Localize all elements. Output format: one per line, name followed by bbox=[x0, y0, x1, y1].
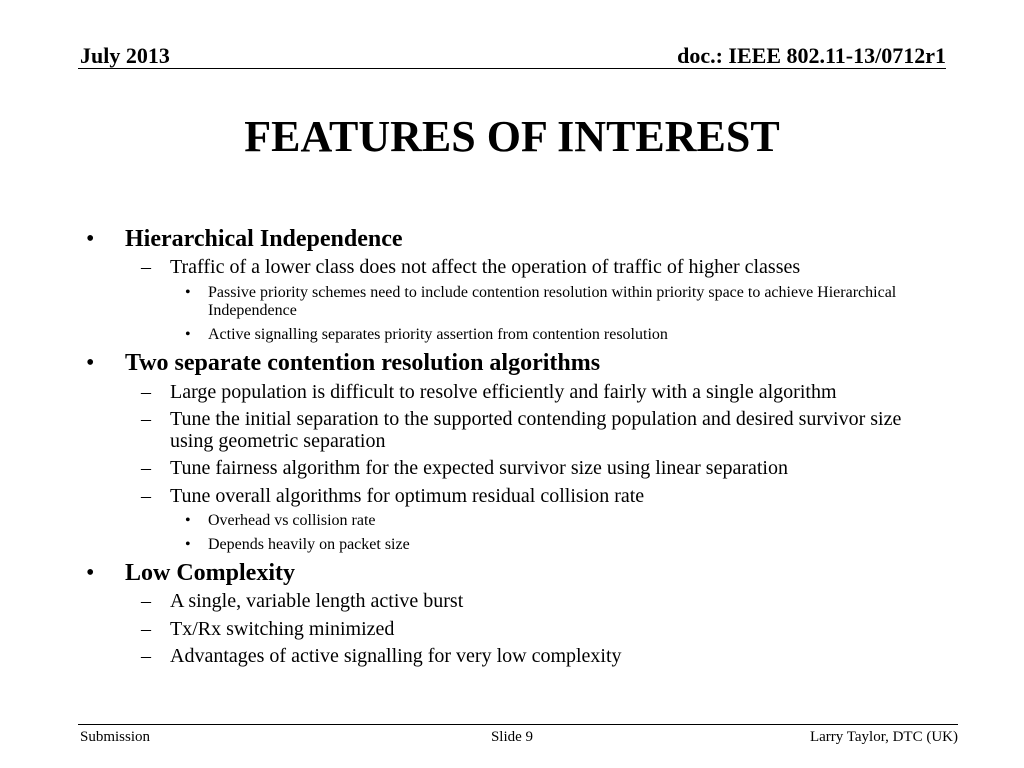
sub-bullet-text: Tune the initial separation to the supported contending population and desired survivor size using geometric separation bbox=[170, 408, 902, 452]
bullet-marker: • bbox=[185, 536, 191, 553]
header-doc-id: doc.: IEEE 802.11-13/0712r1 bbox=[677, 43, 946, 68]
sub-bullet-txrx-switching bbox=[141, 618, 940, 640]
bullet-marker: • bbox=[185, 326, 191, 343]
sub-bullet-lower-class-traffic bbox=[141, 256, 940, 278]
footer-divider bbox=[78, 724, 958, 725]
sub-bullet-text: Traffic of a lower class does not affect the operation of traffic of higher classes bbox=[170, 256, 801, 278]
bullet-marker: • bbox=[86, 560, 95, 586]
dash-marker: – bbox=[141, 256, 151, 278]
sub-bullet-fairness-algorithm bbox=[141, 457, 940, 479]
sub-bullet-text: Advantages of active signalling for very low complexity bbox=[170, 645, 622, 667]
sub-bullet-large-population bbox=[141, 381, 940, 403]
sub-bullet-text: Large population is difficult to resolve efficiently and fairly with a single algorithm bbox=[170, 381, 837, 403]
bullet-marker: • bbox=[185, 284, 191, 301]
sub-bullet-text: Tune fairness algorithm for the expected survivor size using linear separation bbox=[170, 457, 788, 479]
header-divider bbox=[78, 68, 946, 69]
footer-author: Larry Taylor, DTC (UK) bbox=[809, 729, 958, 745]
bullet-hierarchical-independence bbox=[86, 225, 945, 253]
footer-submission: Submission bbox=[80, 729, 151, 745]
bullet-low-complexity bbox=[86, 559, 945, 587]
bullet-marker: • bbox=[86, 350, 95, 376]
footer-slide-number: Slide 9 bbox=[490, 729, 534, 745]
sub-bullet-active-burst bbox=[141, 590, 940, 612]
sub-sub-bullet-text: Overhead vs collision rate bbox=[208, 512, 376, 529]
sub-sub-bullet-text: Active signalling separates priority assertion from contention resolution bbox=[208, 326, 668, 343]
sub-bullet-residual-collision bbox=[141, 485, 940, 507]
bullet-text: Two separate contention resolution algorithms bbox=[125, 350, 601, 376]
dash-marker: – bbox=[141, 485, 151, 507]
sub-bullet-text: A single, variable length active burst bbox=[170, 590, 464, 612]
sub-sub-bullet-text: Passive priority schemes need to include contention resolution within priority space to achieve Hierarchical Independence bbox=[208, 284, 897, 319]
dash-marker: – bbox=[141, 408, 151, 430]
dash-marker: – bbox=[141, 590, 151, 612]
sub-sub-bullet-passive-priority bbox=[185, 284, 928, 320]
dash-marker: – bbox=[141, 457, 151, 479]
sub-sub-bullet-overhead bbox=[185, 512, 928, 530]
sub-bullet-active-signalling-advantages bbox=[141, 645, 940, 667]
dash-marker: – bbox=[141, 381, 151, 403]
bullet-marker: • bbox=[86, 226, 95, 252]
sub-bullet-text: Tune overall algorithms for optimum residual collision rate bbox=[170, 485, 645, 507]
sub-bullet-text: Tx/Rx switching minimized bbox=[170, 618, 395, 640]
sub-sub-bullet-packet-size bbox=[185, 536, 928, 554]
dash-marker: – bbox=[141, 645, 151, 667]
dash-marker: – bbox=[141, 618, 151, 640]
bullet-marker: • bbox=[185, 512, 191, 529]
slide-title: FEATURES OF INTEREST bbox=[244, 112, 780, 161]
sub-sub-bullet-text: Depends heavily on packet size bbox=[208, 536, 410, 553]
sub-bullet-initial-separation bbox=[141, 408, 940, 452]
bullet-two-algorithms bbox=[86, 349, 945, 377]
bullet-text: Low Complexity bbox=[125, 560, 295, 586]
bullet-text: Hierarchical Independence bbox=[125, 226, 403, 252]
header-date: July 2013 bbox=[80, 43, 170, 68]
sub-sub-bullet-active-signalling bbox=[185, 326, 928, 344]
